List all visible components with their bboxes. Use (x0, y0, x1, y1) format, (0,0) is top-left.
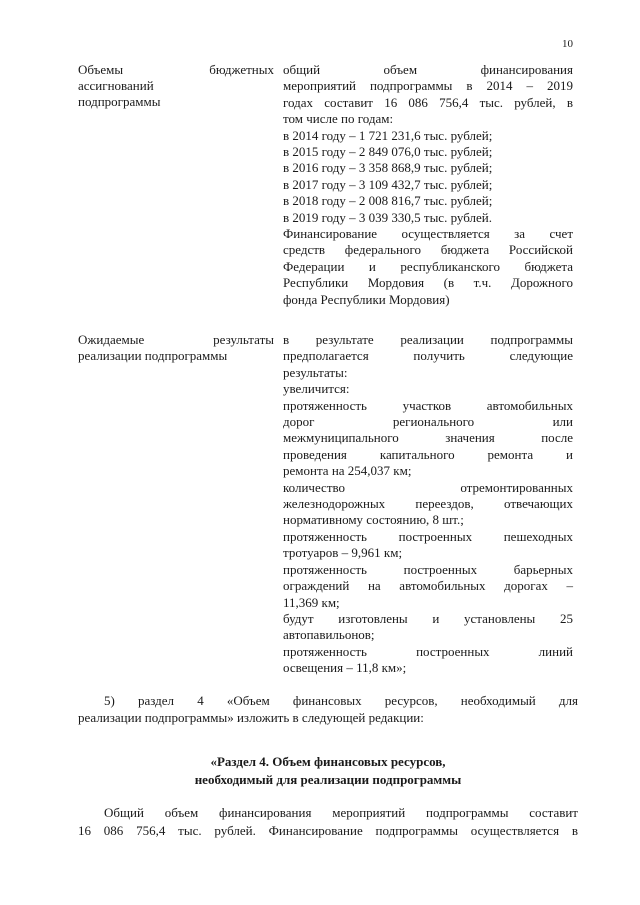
budget-line: общий объем финансирования (283, 62, 573, 77)
section-heading (78, 753, 578, 789)
budget-label-line-3: подпрограммы (78, 94, 161, 109)
results-line: увеличится: (283, 381, 350, 397)
budget-year-2014: в 2014 году – 1 721 231,6 тыс. рублей; (283, 127, 493, 143)
budget-line: том числе по годам: (283, 111, 394, 127)
body-paragraph-line-1: Общий объем финансирования мероприятий подпрограммы составит (104, 805, 578, 820)
page-number: 10 (562, 38, 573, 50)
results-line: протяженность построенных барьерных (283, 561, 573, 577)
body-paragraph (78, 804, 578, 840)
results-line: межмуниципального значения после (283, 430, 573, 446)
amendment-item-5-line-1: 5) раздел 4 «Объем финансовых ресурсов, необходимый для (104, 693, 578, 708)
section-heading-line-1: «Раздел 4. Объем финансовых ресурсов, (210, 754, 446, 769)
results-label (78, 332, 274, 364)
results-label-line-1: Ожидаемые результаты (78, 332, 274, 347)
results-line: дорог регионального или (283, 414, 573, 430)
budget-year-2019: в 2019 году – 3 039 330,5 тыс. рублей. (283, 209, 492, 225)
results-line: проведения капитального ремонта и (283, 446, 573, 462)
budget-line: Республики Мордовия (в т.ч. Дорожного (283, 275, 573, 291)
results-line: будут изготовлены и установлены 25 (283, 610, 573, 626)
results-line: протяженность построенных пешеходных (283, 528, 573, 544)
results-line: в результате реализации подпрограммы (283, 332, 573, 347)
results-line: железнодорожных переездов, отвечающих (283, 496, 573, 512)
results-line: ремонта на 254,037 км; (283, 463, 412, 479)
results-line: протяженность участков автомобильных (283, 397, 573, 413)
budget-label-line-1: Объемы бюджетных (78, 62, 274, 77)
budget-label-line-2: ассигнований (78, 78, 154, 93)
budget-line: Федерации и республиканского бюджета (283, 258, 573, 274)
budget-line: средств федерального бюджета Российской (283, 242, 573, 258)
budget-line: Финансирование осуществляется за счет (283, 226, 573, 242)
results-line: предполагается получить следующие (283, 348, 573, 364)
body-paragraph-line-2: 16 086 756,4 тыс. рублей. Финансирование подпрограммы осуществляется в (78, 823, 578, 838)
results-line: 11,369 км; (283, 594, 340, 610)
passport-table (78, 62, 578, 677)
budget-year-2015: в 2015 году – 2 849 076,0 тыс. рублей; (283, 144, 493, 160)
results-line: тротуаров – 9,961 км; (283, 545, 403, 561)
budget-year-2016: в 2016 году – 3 358 868,9 тыс. рублей; (283, 160, 493, 176)
amendment-item-5 (78, 692, 578, 726)
budget-value (283, 62, 573, 308)
results-line: количество отремонтированных (283, 479, 573, 495)
amendment-item-5-line-2: реализации подпрограммы» изложить в следующей редакции: (78, 710, 424, 725)
results-row (78, 332, 578, 677)
results-line: нормативному состоянию, 8 шт.; (283, 512, 464, 528)
results-line: ограждений на автомобильных дорогах – (283, 578, 573, 594)
budget-year-2017: в 2017 году – 3 109 432,7 тыс. рублей; (283, 176, 493, 192)
results-line: результаты: (283, 364, 348, 380)
budget-line: мероприятий подпрограммы в 2014 – 2019 (283, 78, 573, 94)
budget-year-2018: в 2018 году – 2 008 816,7 тыс. рублей; (283, 193, 493, 209)
budget-row (78, 62, 578, 332)
results-value (283, 332, 573, 677)
budget-line: годах составит 16 086 756,4 тыс. рублей, в (283, 94, 573, 110)
results-line: освещения – 11,8 км»; (283, 660, 407, 676)
budget-line: фонда Республики Мордовия) (283, 291, 450, 307)
results-line: автопавильонов; (283, 627, 375, 643)
results-label-line-2: реализации подпрограммы (78, 348, 228, 363)
budget-label (78, 62, 274, 110)
section-heading-line-2: необходимый для реализации подпрограммы (194, 772, 462, 787)
results-line: протяженность построенных линий (283, 643, 573, 659)
